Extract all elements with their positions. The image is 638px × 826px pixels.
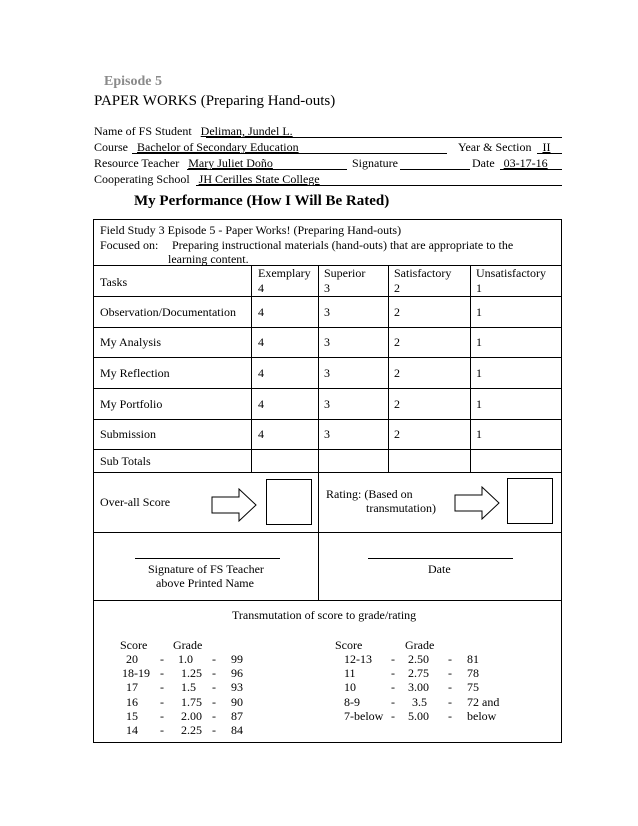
teacher-value: Mary Juliet Doño	[188, 156, 273, 170]
focused-text: Preparing instructional materials (hand-outs) that are appropriate to the	[172, 238, 514, 252]
trans-rating: 78	[467, 666, 479, 680]
row-score-2: 2	[394, 427, 400, 441]
row-score-3: 3	[324, 427, 330, 441]
trans-rating: 72 and	[467, 695, 500, 709]
trans-grade: 2.00	[181, 709, 202, 723]
trans-rating: 90	[231, 695, 243, 709]
grade-header-left: Grade	[173, 638, 203, 652]
trans-dash: -	[212, 695, 216, 709]
course-value: Bachelor of Secondary Education	[137, 140, 299, 154]
trans-dash: -	[160, 652, 164, 666]
header-unsatisfactory-score: 1	[476, 281, 482, 295]
trans-rating: below	[467, 709, 497, 723]
trans-grade: 5.00	[408, 709, 429, 723]
row-task: My Reflection	[100, 366, 170, 380]
row-task: Submission	[100, 427, 157, 441]
fs-teacher-signature-line[interactable]	[135, 558, 280, 559]
trans-dash: -	[448, 652, 452, 666]
row-score-3: 3	[324, 366, 330, 380]
header-satisfactory: Satisfactory	[394, 266, 452, 280]
row-task: Observation/Documentation	[100, 305, 236, 319]
trans-dash: -	[391, 652, 395, 666]
row-score-1: 1	[476, 335, 482, 349]
trans-dash: -	[391, 666, 395, 680]
score-header-left: Score	[120, 638, 148, 652]
trans-score: 11	[344, 666, 356, 680]
trans-score: 14	[126, 723, 138, 737]
trans-rating: 99	[231, 652, 243, 666]
page-title: PAPER WORKS (Preparing Hand-outs)	[94, 93, 336, 109]
trans-score: 20	[126, 652, 138, 666]
row-score-1: 1	[476, 427, 482, 441]
episode-label: Episode 5	[104, 74, 162, 89]
trans-grade: 2.50	[408, 652, 429, 666]
row-task: My Portfolio	[100, 397, 163, 411]
teacher-label: Resource Teacher	[94, 156, 180, 170]
score-header-right: Score	[335, 638, 363, 652]
school-value: JH Cerilles State College	[198, 172, 320, 186]
row-score-4: 4	[258, 397, 264, 411]
trans-dash: -	[391, 695, 395, 709]
signature-label: Signature	[352, 156, 398, 170]
header-tasks: Tasks	[100, 275, 128, 289]
transmutation-title: Transmutation of score to grade/rating	[232, 608, 417, 622]
trans-rating: 96	[231, 666, 243, 680]
trans-grade: 2.75	[408, 666, 429, 680]
rating-label: Rating: (Based on	[326, 487, 413, 501]
trans-grade: 3.5	[412, 695, 427, 709]
trans-rating: 87	[231, 709, 243, 723]
trans-grade: 1.75	[181, 695, 202, 709]
row-score-4: 4	[258, 335, 264, 349]
trans-dash: -	[160, 723, 164, 737]
row-score-2: 2	[394, 305, 400, 319]
intro-line: Field Study 3 Episode 5 - Paper Works! (Preparing Hand-outs)	[100, 223, 402, 237]
trans-dash: -	[448, 680, 452, 694]
header-unsatisfactory: Unsatisfactory	[476, 266, 546, 280]
trans-grade: 3.00	[408, 680, 429, 694]
subtotals-label: Sub Totals	[100, 454, 151, 468]
trans-dash: -	[391, 709, 395, 723]
trans-dash: -	[212, 723, 216, 737]
trans-score: 7-below	[344, 709, 384, 723]
trans-rating: 84	[231, 723, 243, 737]
overall-score-label: Over-all Score	[100, 495, 171, 509]
course-label: Course	[94, 140, 128, 154]
fs-teacher-name-label: above Printed Name	[156, 576, 254, 590]
arrow-right-icon	[454, 486, 500, 520]
header-satisfactory-score: 2	[394, 281, 400, 295]
header-superior-score: 3	[324, 281, 330, 295]
trans-dash: -	[160, 695, 164, 709]
trans-score: 10	[344, 680, 356, 694]
student-label: Name of FS Student	[94, 124, 192, 138]
trans-dash: -	[448, 666, 452, 680]
trans-score: 12-13	[344, 652, 372, 666]
header-exemplary-score: 4	[258, 281, 264, 295]
row-score-4: 4	[258, 427, 264, 441]
rating-box[interactable]	[507, 478, 553, 524]
performance-title: My Performance (How I Will Be Rated)	[134, 193, 390, 209]
trans-dash: -	[391, 680, 395, 694]
row-score-1: 1	[476, 366, 482, 380]
rating-label-cont: transmutation)	[366, 501, 436, 515]
trans-dash: -	[212, 652, 216, 666]
overall-score-box[interactable]	[266, 479, 312, 525]
row-task: My Analysis	[100, 335, 162, 349]
year-value: II	[542, 140, 551, 154]
row-score-4: 4	[258, 305, 264, 319]
row-score-3: 3	[324, 335, 330, 349]
trans-grade: 1.5	[181, 680, 196, 694]
row-score-3: 3	[324, 305, 330, 319]
trans-dash: -	[212, 680, 216, 694]
trans-grade: 2.25	[181, 723, 202, 737]
focused-label: Focused on:	[100, 238, 159, 252]
trans-score: 18-19	[122, 666, 150, 680]
trans-dash: -	[160, 666, 164, 680]
trans-score: 8-9	[344, 695, 360, 709]
row-score-3: 3	[324, 397, 330, 411]
row-score-2: 2	[394, 366, 400, 380]
row-score-1: 1	[476, 397, 482, 411]
trans-rating: 93	[231, 680, 243, 694]
header-superior: Superior	[324, 266, 366, 280]
trans-grade: 1.0	[178, 652, 193, 666]
fs-teacher-signature-label: Signature of FS Teacher	[148, 562, 264, 576]
school-label: Cooperating School	[94, 172, 190, 186]
date-signature-line[interactable]	[368, 558, 513, 559]
header-exemplary: Exemplary	[258, 266, 311, 280]
trans-dash: -	[448, 695, 452, 709]
trans-dash: -	[212, 709, 216, 723]
date-label: Date	[472, 156, 495, 170]
trans-dash: -	[448, 709, 452, 723]
row-score-2: 2	[394, 335, 400, 349]
trans-score: 15	[126, 709, 138, 723]
trans-dash: -	[160, 709, 164, 723]
row-score-1: 1	[476, 305, 482, 319]
year-label: Year & Section	[458, 140, 532, 154]
row-score-2: 2	[394, 397, 400, 411]
arrow-right-icon	[211, 488, 257, 522]
date-value: 03-17-16	[503, 156, 548, 170]
trans-score: 16	[126, 695, 138, 709]
trans-score: 17	[126, 680, 138, 694]
trans-rating: 81	[467, 652, 479, 666]
trans-rating: 75	[467, 680, 479, 694]
row-score-4: 4	[258, 366, 264, 380]
trans-dash: -	[160, 680, 164, 694]
trans-dash: -	[212, 666, 216, 680]
grade-header-right: Grade	[405, 638, 435, 652]
trans-grade: 1.25	[181, 666, 202, 680]
student-value: Deliman, Jundel L.	[200, 124, 293, 138]
date-signature-label: Date	[428, 562, 451, 576]
focused-text-cont: learning content.	[168, 252, 249, 266]
